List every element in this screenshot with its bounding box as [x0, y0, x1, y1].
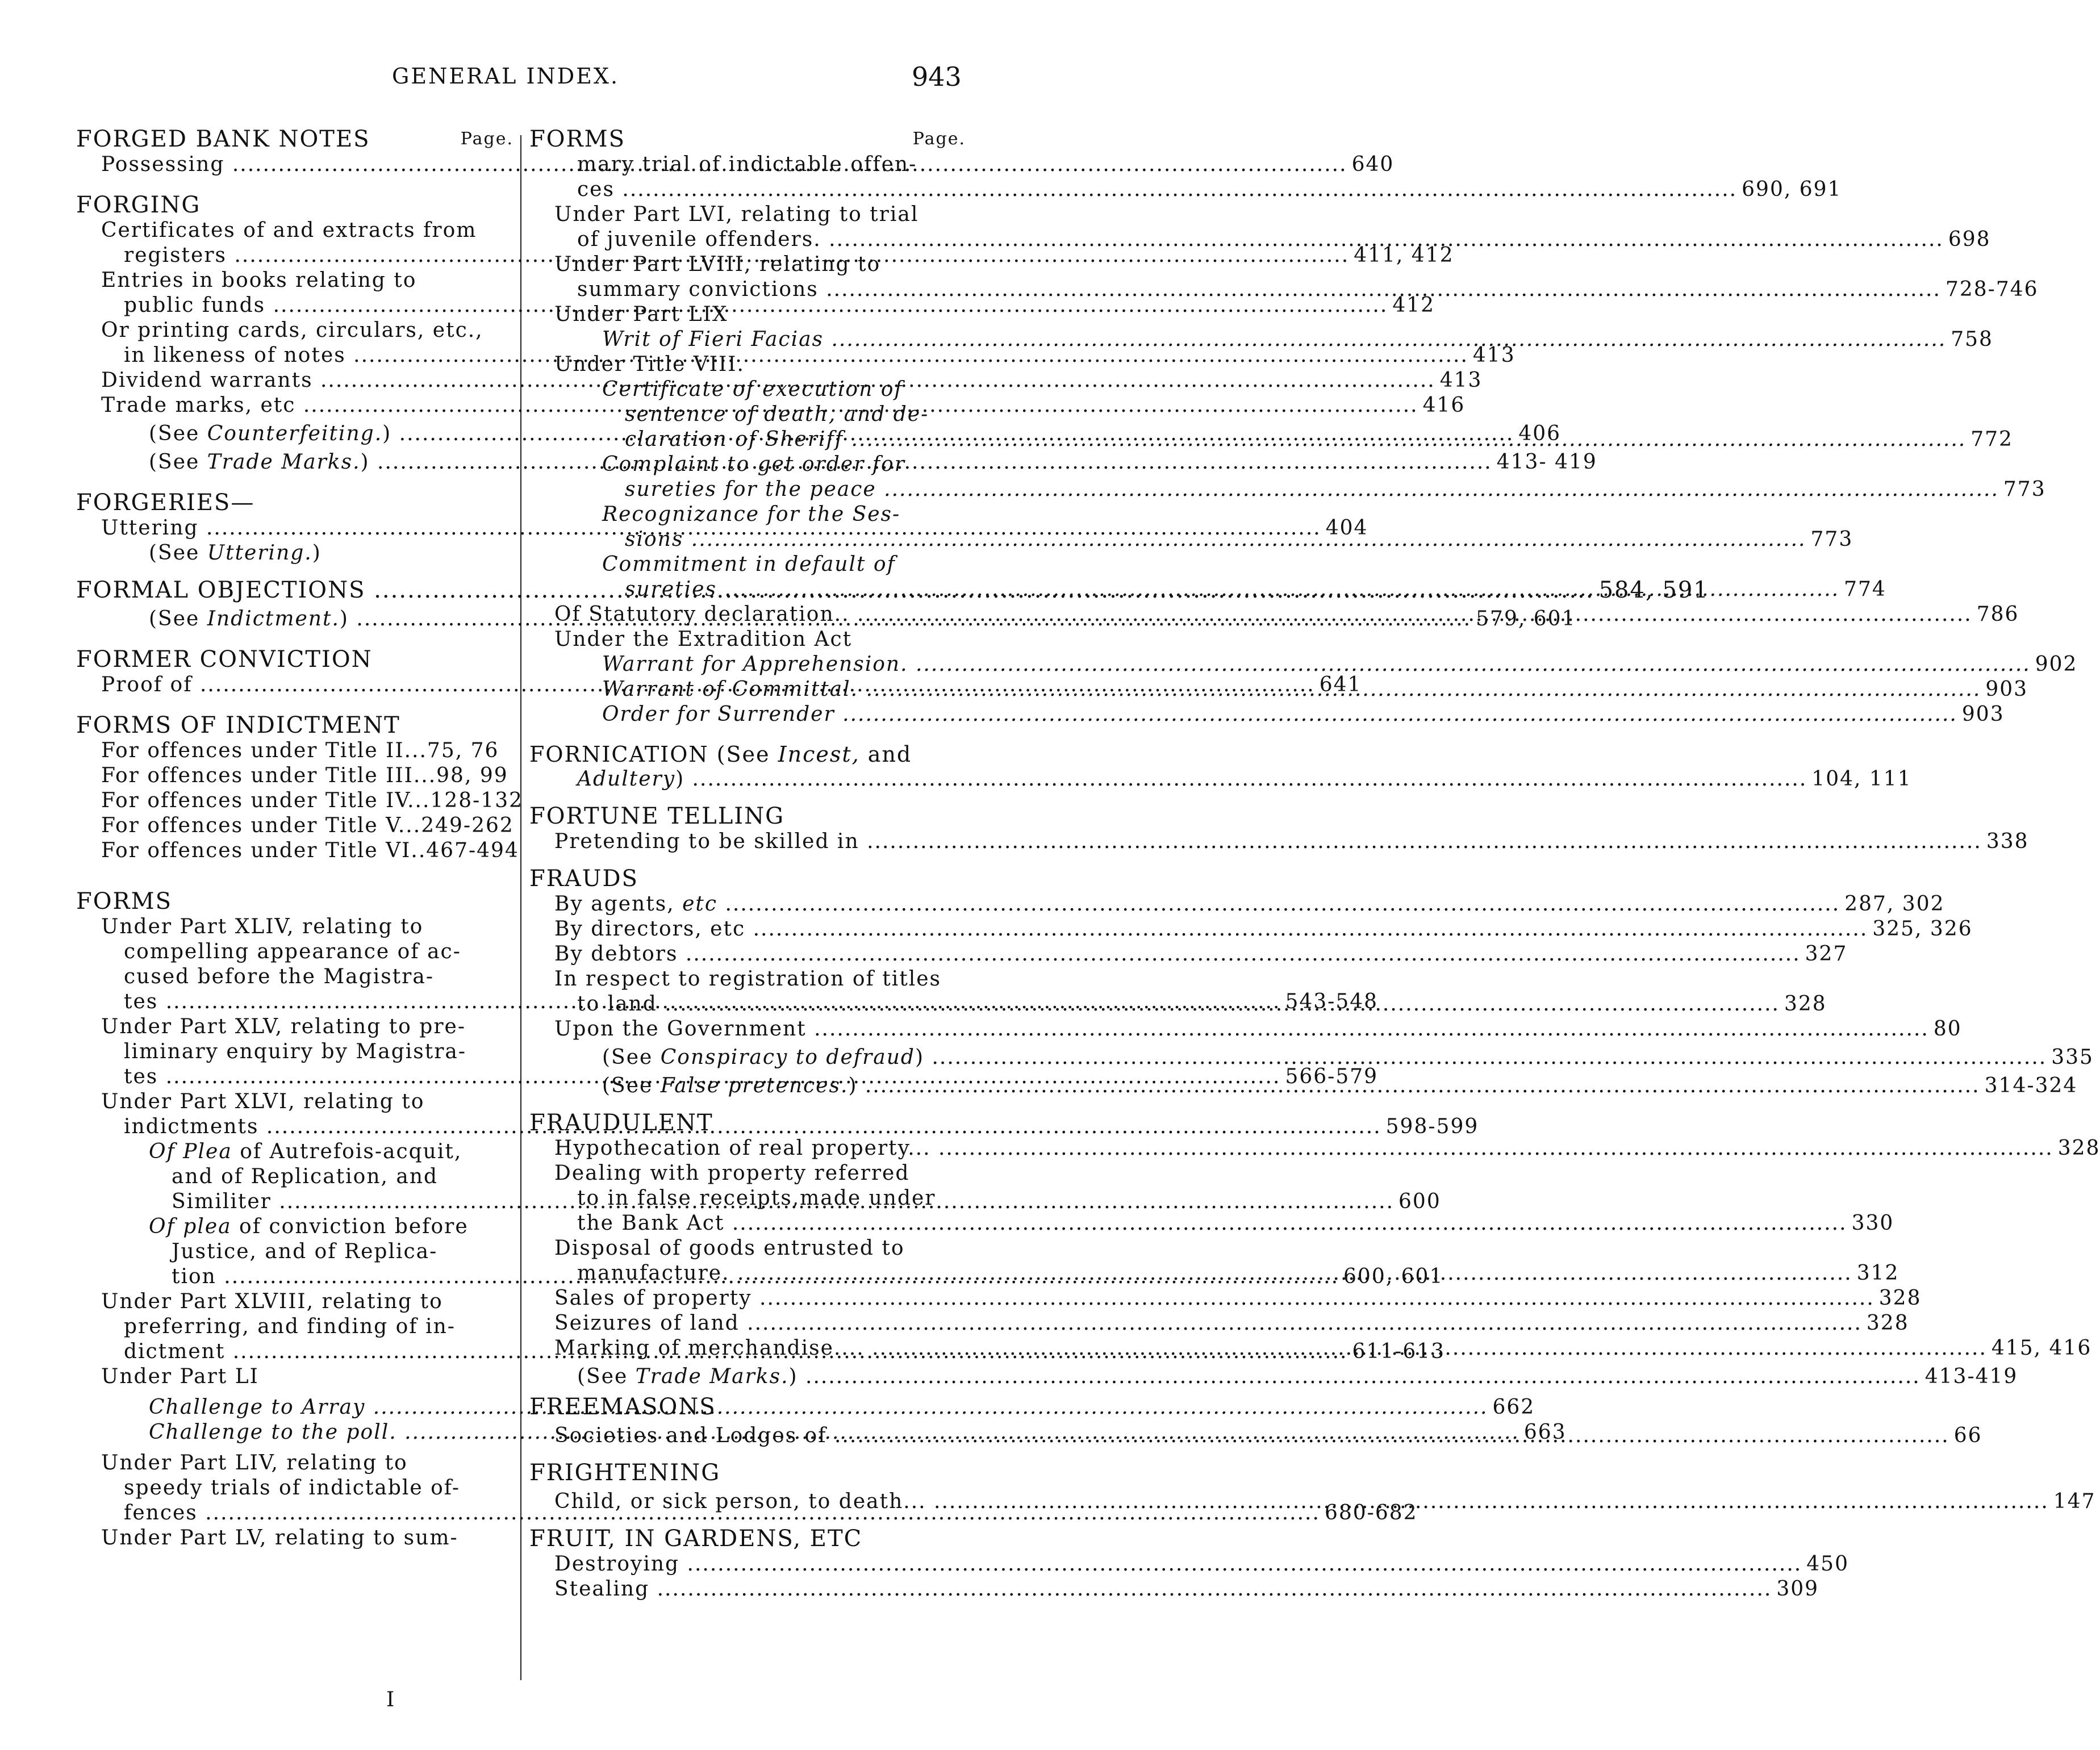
- entry-line: Disposal of goods entrusted to: [554, 1237, 905, 1260]
- entry-line: compelling appearance of ac-: [124, 940, 461, 963]
- section-heading: FORMER CONVICTION: [76, 646, 373, 673]
- section-fornication: [529, 742, 1912, 792]
- index-entry: to land ..... 328: [529, 992, 966, 1017]
- page-ref: 312: [1856, 1262, 1899, 1285]
- page-ref: 287, 302: [1844, 892, 1945, 916]
- entry-line: Under Part LVIII, relating to: [554, 253, 881, 276]
- entry-line: and of Replication, and: [172, 1165, 439, 1188]
- section-heading: FORTUNE TELLING: [529, 803, 785, 829]
- page-column-label: Page.: [460, 129, 513, 149]
- index-entry: summary convictions ..... 728-746: [529, 277, 966, 302]
- page-ref: 690, 691: [1742, 178, 1842, 201]
- page-ref: 543-548: [1285, 990, 1379, 1013]
- section-heading: FORGERIES—: [76, 490, 255, 516]
- index-entry: Hypothecation of real property... ..... 328: [529, 1136, 966, 1161]
- page-ref: 566-579: [1285, 1065, 1379, 1088]
- entry-line: Commitment in default of: [602, 553, 896, 576]
- entry-line: Under Part XLIV, relating to: [101, 915, 424, 938]
- index-entry: tes ..... 543-548: [76, 989, 513, 1014]
- index-entry: Warrant of Committal. ..... 903: [529, 677, 966, 702]
- index-entry: indictments ..... 598-599: [76, 1114, 513, 1139]
- page-ref: 330: [1851, 1212, 1894, 1235]
- page-ref: 335: [2051, 1046, 2094, 1069]
- index-entry: registers ..... 411, 412: [76, 243, 513, 268]
- see-reference: (See False pretences.) ..... 314-324: [529, 1074, 966, 1099]
- index-entry: the Bank Act ..... 330: [529, 1211, 966, 1236]
- page-ref: 415, 416: [1991, 1336, 2092, 1360]
- entry-line: Of plea of conviction before: [149, 1215, 469, 1238]
- page-ref: 774: [1844, 578, 1886, 601]
- entry-line: Or printing cards, circulars, etc.,: [101, 319, 483, 342]
- entry-line: Justice, and of Replica-: [172, 1240, 438, 1263]
- index-entry: claration of Sheriff ..... 772: [529, 427, 966, 452]
- footer-mark: I: [386, 1688, 395, 1711]
- entry-line: Under the Extradition Act: [554, 628, 853, 651]
- page-ref: 413: [1472, 344, 1515, 367]
- section-heading: FORMAL OBJECTIONS ..... 584, 591: [76, 577, 513, 603]
- page-ref: 662: [1492, 1396, 1535, 1419]
- section-heading: FREEMASONS: [529, 1394, 716, 1420]
- page-ref: 450: [1806, 1552, 1849, 1576]
- entry-line: Under Part XLVIII, relating to: [101, 1290, 443, 1313]
- section-heading: FRIGHTENING: [529, 1460, 721, 1486]
- page-column-label: Page.: [912, 129, 966, 149]
- page-ref: 80: [1933, 1017, 1962, 1041]
- index-entry: Warrant for Apprehension. ..... 902: [529, 652, 966, 677]
- entry-line: Under Part LVI, relating to trial: [554, 203, 919, 226]
- page-ref: 413: [1439, 369, 1483, 392]
- page-ref: 584, 591: [1598, 577, 1709, 603]
- section-heading: [76, 126, 513, 152]
- index-entry: Possessing ..... 640: [76, 152, 513, 177]
- index-entry: Seizures of land ..... 328: [529, 1311, 966, 1336]
- entry-line: Complaint to get order for: [602, 453, 905, 476]
- section-heading: FORMS: [76, 888, 173, 914]
- section-forms-of-indictment: [76, 712, 524, 863]
- see-reference: (See Trade Marks.) ..... 413- 419: [76, 450, 513, 475]
- index-entry: public funds ..... 412: [76, 293, 513, 318]
- entry-line: liminary enquiry by Magistra-: [124, 1040, 467, 1063]
- section-fruit: [529, 1526, 1849, 1602]
- index-entry: Proof of ..... 641: [76, 673, 513, 698]
- index-entry: For offences under Title II...75, 76: [101, 739, 499, 762]
- entry-line: cused before the Magistra-: [124, 965, 434, 988]
- section-heading: FORGING: [76, 192, 201, 218]
- page-ref: 902: [2035, 653, 2078, 676]
- entry-line: speedy trials of indictable of-: [124, 1476, 461, 1500]
- page-ref: 413-419: [1924, 1365, 2018, 1388]
- entry-line: sentence of death, and de-: [625, 403, 929, 426]
- index-entry: By debtors ..... 327: [529, 942, 966, 967]
- heading-text: FORMS: [529, 126, 626, 152]
- page-ref: 663: [1523, 1421, 1567, 1444]
- page-ref: 698: [1948, 228, 1991, 251]
- entry-line: to in false receipts,made under: [577, 1187, 936, 1210]
- entry-line: Certificates of and extracts from: [101, 219, 477, 242]
- page-ref: 903: [1985, 678, 2028, 701]
- entry-line: Of Plea of Autrefois-acquit,: [149, 1140, 462, 1163]
- page-ref: 66: [1953, 1424, 1982, 1447]
- section-heading: FRUIT, IN GARDENS, ETC: [529, 1526, 863, 1552]
- index-entry: Dividend warrants ..... 413: [76, 368, 513, 393]
- page-ref: 147: [2053, 1490, 2096, 1513]
- entry-line: Under Part XLVI, relating to: [101, 1090, 425, 1113]
- entry-line: In respect to registration of titles: [554, 967, 941, 991]
- index-entry: of juvenile offenders. ..... 698: [529, 227, 966, 252]
- entry-line: mary trial of indictable offen-: [577, 153, 917, 176]
- index-entry: Destroying ..... 450: [529, 1552, 966, 1577]
- section-heading: FRAUDS: [529, 866, 638, 892]
- page-ref: 728-746: [1945, 278, 2039, 301]
- index-entry: By directors, etc ..... 325, 326: [529, 917, 966, 942]
- index-entry: Of Statutory declaration.. ..... 786: [529, 602, 966, 627]
- page-ref: 579, 601: [1476, 607, 1576, 630]
- index-entry: sureties for the peace ..... 773: [529, 477, 966, 502]
- page-ref: 327: [1805, 942, 1848, 966]
- section-heading: FORMS OF INDICTMENT: [76, 712, 400, 738]
- page-ref: 611-613: [1352, 1340, 1446, 1363]
- index-entry: Adultery) ..... 104, 111: [529, 767, 966, 792]
- index-entry: Writ of Fieri Facias ..... 758: [529, 327, 966, 352]
- index-entry: Stealing ..... 309: [529, 1577, 966, 1602]
- see-reference: (See Trade Marks.) ..... 413-419: [529, 1364, 966, 1389]
- index-entry: Societies and Lodges of ..... 66: [529, 1423, 966, 1448]
- page-header: [0, 61, 1026, 98]
- heading-text: FORGED BANK NOTES: [76, 126, 370, 152]
- entry-line: Recognizance for the Ses-: [602, 503, 901, 526]
- index-entry: For offences under Title III...98, 99: [101, 764, 508, 787]
- page-ref: 598-599: [1385, 1115, 1479, 1138]
- page-number: 943: [912, 61, 962, 92]
- page-ref: 786: [1976, 603, 2019, 626]
- entry-line: Under Part XLV, relating to pre-: [101, 1015, 466, 1038]
- page-ref: 903: [1961, 703, 2005, 726]
- index-entry: For offences under Title V...249-262: [101, 814, 514, 837]
- page-ref: 328: [2057, 1137, 2100, 1160]
- page-ref: 406: [1518, 422, 1562, 445]
- page-ref: 328: [1878, 1287, 1922, 1310]
- page-ref: 641: [1319, 673, 1362, 696]
- page-ref: 328: [1784, 992, 1827, 1016]
- see-reference: (See Indictment.) ..... 579, 601: [76, 607, 513, 632]
- index-entry: in likeness of notes ..... 413: [76, 343, 513, 368]
- index-entry: Uttering ..... 404: [76, 516, 513, 541]
- index-entry: Sales of property ..... 328: [529, 1286, 966, 1311]
- page-ref: 325, 326: [1872, 917, 1973, 941]
- index-entry: Child, or sick person, to death... ..... 147: [529, 1489, 966, 1514]
- page-ref: 680-682: [1324, 1501, 1418, 1525]
- page-ref: 772: [1970, 428, 2013, 451]
- page-ref: 314-324: [1984, 1074, 2078, 1097]
- entry-line: Under Part LV, relating to sum-: [101, 1526, 458, 1549]
- page-ref: 413- 419: [1496, 450, 1597, 474]
- index-entry: tion ..... 600, 601: [76, 1264, 513, 1289]
- page-ref: 309: [1776, 1577, 1819, 1601]
- see-reference: (See Conspiracy to defraud) ..... 335: [529, 1045, 966, 1070]
- page-ref: 328: [1866, 1312, 1909, 1335]
- entry-line: Dealing with property referred: [554, 1162, 910, 1185]
- index-entry: tes ..... 566-579: [76, 1064, 513, 1089]
- page-ref: 338: [1986, 830, 2029, 853]
- index-entry: Upon the Government ..... 80: [529, 1017, 966, 1042]
- page-ref: 416: [1422, 394, 1466, 417]
- index-entry: Similiter ..... 600: [76, 1189, 513, 1214]
- page-ref: 773: [1810, 528, 1853, 551]
- index-entry: sions ..... 773: [529, 527, 966, 552]
- running-title: GENERAL INDEX.: [392, 64, 620, 89]
- index-entry: fences ..... 680-682: [76, 1501, 513, 1526]
- page-ref: 104, 111: [1811, 767, 1912, 791]
- index-entry: Marking of merchandise.... ..... 415, 416: [529, 1336, 966, 1361]
- page-ref: 412: [1392, 294, 1435, 317]
- entry-line: Certificate of execution of: [602, 378, 903, 401]
- see-reference: (See Uttering.): [149, 541, 322, 565]
- entry-line: Under Part LIV, relating to: [101, 1451, 408, 1475]
- page-ref: 600: [1398, 1190, 1441, 1213]
- index-entry: By agents, etc ..... 287, 302: [529, 892, 966, 917]
- page-ref: 773: [2003, 478, 2046, 501]
- index-entry: For offences under Title IV...128-132: [101, 789, 524, 812]
- section-fortune-telling: [529, 803, 2029, 854]
- index-entry: manufacture. ..... 312: [529, 1261, 966, 1286]
- index-entry: Pretending to be skilled in ..... 338: [529, 829, 966, 854]
- entry-line: Entries in books relating to: [101, 269, 417, 292]
- page-ref: 411, 412: [1354, 244, 1454, 267]
- index-entry: ces ..... 690, 691: [529, 177, 966, 202]
- index-entry: For offences under Title VI..467-494: [101, 839, 519, 862]
- index-entry: Order for Surrender ..... 903: [529, 702, 966, 727]
- index-entry: sureties ..... 774: [529, 577, 966, 602]
- entry-line: Under Part LI: [101, 1365, 259, 1388]
- section-heading: [529, 126, 966, 152]
- index-entry: dictment ..... 611-613: [76, 1339, 513, 1364]
- index-entry: Challenge to the poll. ..... 663: [76, 1420, 513, 1445]
- entry-line: preferring, and finding of in-: [124, 1315, 456, 1338]
- index-entry: Challenge to Array ..... 662: [76, 1395, 513, 1420]
- page-ref: 758: [1951, 328, 1993, 351]
- page-ref: 640: [1351, 153, 1395, 176]
- entry-line: Under Part LIX: [554, 303, 728, 326]
- entry-line: Under Title VIII.: [554, 353, 745, 376]
- section-heading: FORNICATION (See Incest, and: [529, 742, 912, 767]
- index-entry: Trade marks, etc ..... 416: [76, 393, 513, 418]
- page-ref: 404: [1325, 516, 1368, 540]
- see-reference: (See Counterfeiting.) ..... 406: [76, 421, 513, 446]
- section-heading: FRAUDULENT: [529, 1110, 713, 1136]
- page-ref: 600, 601: [1343, 1265, 1444, 1288]
